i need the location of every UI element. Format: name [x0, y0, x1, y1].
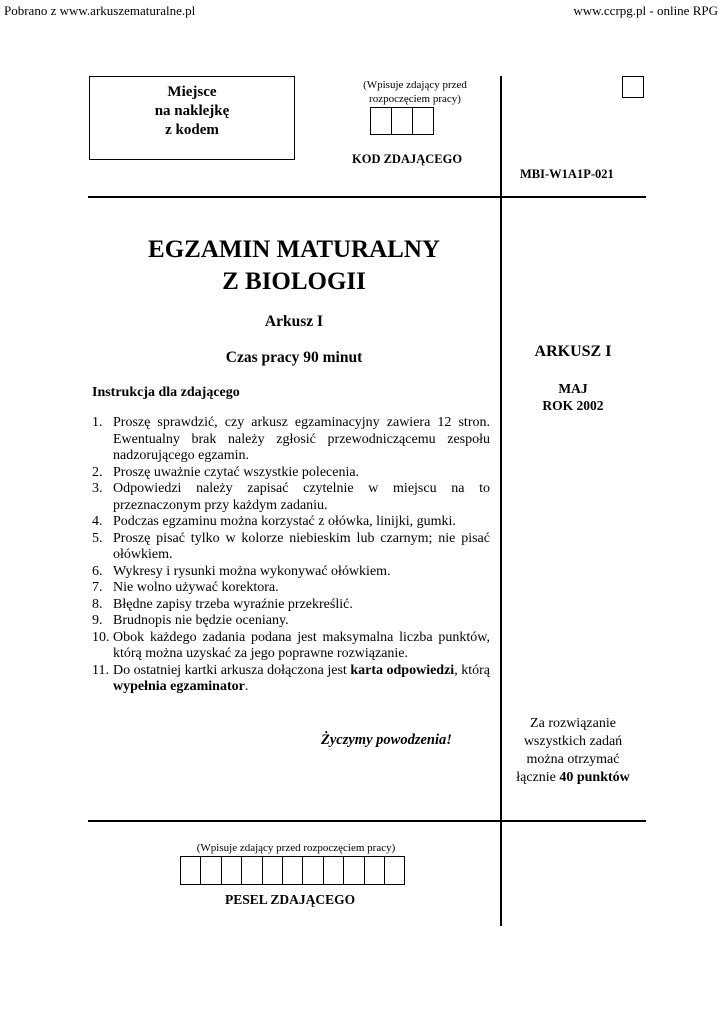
pesel-digit-box[interactable]: [302, 856, 323, 885]
instruction-item: [92, 613, 490, 630]
instruction-number: 1.: [92, 415, 103, 430]
instruction-item: [92, 481, 490, 514]
pesel-digit-box[interactable]: [200, 856, 221, 885]
sticker-placeholder-box: [89, 76, 295, 160]
instruction-text: Brudnopis nie będzie oceniany.: [113, 613, 289, 628]
instruction-text-part: , którą: [454, 662, 490, 678]
instruction-number: 3.: [92, 481, 103, 496]
exam-date: [504, 380, 642, 414]
instruction-number: 11.: [92, 662, 109, 678]
pesel-digit-box[interactable]: [343, 856, 364, 885]
instruction-text: Wykresy i rysunki można wykonywać ołówkiem.: [113, 563, 391, 579]
instruction-number: 6.: [92, 563, 103, 579]
instruction-number: 2.: [92, 464, 103, 480]
exam-month: MAJ: [558, 381, 588, 396]
exam-title-line-1: EGZAMIN MATURALNY: [148, 236, 440, 263]
candidate-code-boxes[interactable]: [371, 107, 434, 135]
points-line-1: Za rozwiązanie: [530, 716, 616, 731]
exam-year: ROK 2002: [542, 398, 604, 413]
pesel-input-boxes[interactable]: [181, 856, 405, 885]
source-header-left: Pobrano z www.arkuszematuralne.pl: [4, 3, 196, 18]
sticker-line-3: z kodem: [165, 122, 219, 138]
instruction-text: Odpowiedzi należy zapisać czytelnie w miejscu na to przeznaczonym przy każdym zadaniu.: [113, 481, 490, 513]
duration-label: Czas pracy 90 minut: [225, 349, 363, 366]
instructions-list: [92, 415, 490, 696]
exam-title-line-2: Z BIOLOGII: [222, 268, 366, 295]
instruction-text: Proszę pisać tylko w kolorze niebieskim lub czarnym; nie pisać ołówkiem.: [113, 530, 490, 562]
instruction-number: 8.: [92, 596, 103, 612]
answer-card-emphasis: karta odpowiedzi: [350, 662, 455, 678]
pesel-digit-box[interactable]: [221, 856, 242, 885]
points-line-2: wszystkich zadań: [523, 734, 623, 749]
bottom-divider: [88, 820, 646, 822]
instruction-number: 4.: [92, 514, 103, 529]
sticker-line-1: Miejsce: [167, 84, 217, 100]
instruction-item: [92, 465, 490, 482]
pesel-digit-box[interactable]: [384, 856, 405, 885]
instruction-item: [92, 564, 490, 581]
instruction-number: 7.: [92, 580, 103, 595]
instruction-text-part: Do ostatniej kartki arkusza dołączona jest: [113, 662, 351, 678]
code-note-line-2: rozpoczęciem pracy): [369, 93, 461, 105]
code-digit-box[interactable]: [391, 107, 413, 135]
pesel-digit-box[interactable]: [282, 856, 303, 885]
instruction-item: [92, 597, 490, 614]
instructions-heading: Instrukcja dla zdającego: [92, 385, 240, 400]
sheet-label: Arkusz I: [264, 313, 324, 330]
column-divider: [500, 76, 502, 926]
instruction-text: Obok każdego zadania podana jest maksymalna liczba punktów, którą można uzyskać za jego poprawne rozwiązanie.: [113, 629, 490, 661]
code-note-line-1: (Wpisuje zdający przed: [363, 79, 467, 91]
instruction-text-part: .: [244, 679, 249, 694]
instruction-text: Proszę sprawdzić, czy arkusz egzaminacyjny zawiera 12 stron. Ewentualny brak należy zgłosić przewodniczącemu zespołu nadzorującego egzamin.: [113, 415, 490, 463]
instruction-text: Proszę uważnie czytać wszystkie polecenia.: [113, 464, 360, 480]
instruction-text: [113, 663, 490, 696]
pesel-digit-box[interactable]: [241, 856, 262, 885]
pesel-label: PESEL ZDAJĄCEGO: [225, 892, 356, 907]
total-points-info: [504, 715, 642, 787]
pesel-fill-note: (Wpisuje zdający przed rozpoczęciem pracy): [196, 842, 396, 854]
pesel-digit-box[interactable]: [180, 856, 201, 885]
points-total: 40 punktów: [559, 770, 630, 785]
instruction-item: [92, 630, 490, 663]
candidate-code-label: KOD ZDAJĄCEGO: [352, 152, 463, 166]
code-digit-box[interactable]: [412, 107, 434, 135]
pesel-digit-box[interactable]: [364, 856, 385, 885]
instruction-item: [92, 663, 490, 696]
right-sheet-label: ARKUSZ I: [534, 343, 612, 360]
instruction-text: Nie wolno używać korektora.: [113, 580, 279, 595]
instruction-text: Błędne zapisy trzeba wyraźnie przekreślić.: [113, 596, 353, 612]
top-divider: [88, 196, 646, 198]
pesel-digit-box[interactable]: [323, 856, 344, 885]
corner-check-box[interactable]: [622, 76, 644, 98]
instruction-number: 5.: [92, 530, 103, 546]
points-line-4: [504, 769, 642, 787]
points-line-3: można otrzymać: [526, 752, 620, 767]
code-digit-box[interactable]: [370, 107, 392, 135]
instruction-item: [92, 514, 490, 531]
instruction-number: 9.: [92, 613, 103, 628]
source-header-right: www.ccrpg.pl - online RPG: [573, 3, 718, 18]
code-fill-note: [352, 78, 478, 106]
exam-code: MBI-W1A1P-021: [520, 167, 614, 181]
instruction-text: Podczas egzaminu można korzystać z ołówka, linijki, gumki.: [113, 514, 456, 529]
instruction-item: [92, 580, 490, 597]
sticker-line-2: na naklejkę: [154, 103, 230, 119]
examiner-emphasis: wypełnia egzaminator: [113, 679, 245, 694]
good-luck-text: Życzymy powodzenia!: [321, 732, 452, 748]
instruction-item: [92, 415, 490, 465]
pesel-digit-box[interactable]: [262, 856, 283, 885]
points-prefix: łącznie: [516, 770, 560, 785]
instruction-number: 10.: [92, 629, 110, 645]
instruction-item: [92, 531, 490, 564]
